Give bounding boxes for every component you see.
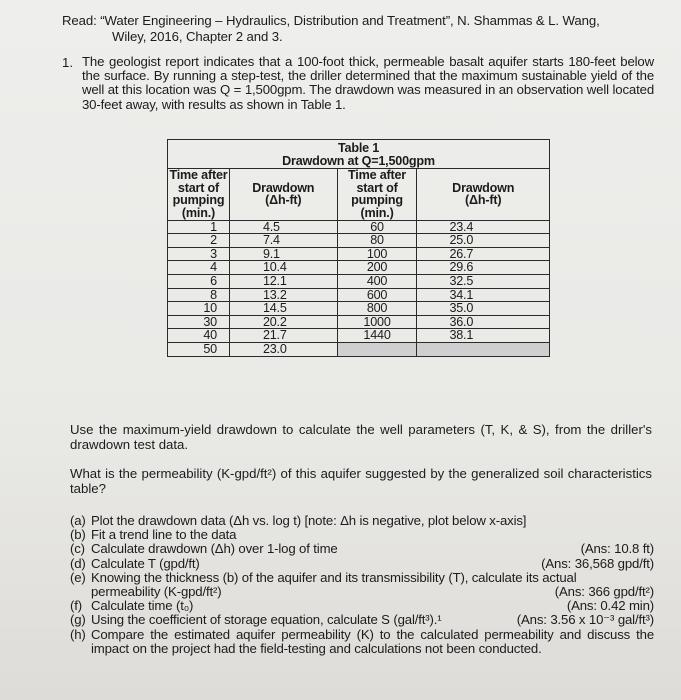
drawdown-cell: 32.5 bbox=[417, 274, 550, 288]
table-row bbox=[168, 302, 550, 316]
time-cell: 4 bbox=[168, 261, 230, 275]
drawdown-cell: 23.4 bbox=[417, 220, 550, 234]
table-row bbox=[168, 315, 550, 329]
time-cell bbox=[337, 342, 417, 356]
time-cell: 1440 bbox=[337, 329, 417, 343]
time-cell: 6 bbox=[168, 274, 230, 288]
part-a: (a) Plot the drawdown data (Δh vs. log t) [note: Δh is negative, plot below x-axis] bbox=[70, 513, 527, 528]
drawdown-cell: 35.0 bbox=[417, 302, 550, 316]
drawdown-cell: 12.1 bbox=[229, 274, 337, 288]
table-row bbox=[168, 329, 550, 343]
time-cell: 800 bbox=[337, 302, 417, 316]
part-b: (b) Fit a trend line to the data bbox=[70, 527, 237, 543]
time-cell: 10 bbox=[168, 302, 230, 316]
instruction-paragraph: Use the maximum-yield drawdown to calculate the well parameters (T, K, & S), from the driller's drawdown test data. bbox=[70, 422, 652, 452]
drawdown-cell: 38.1 bbox=[417, 329, 550, 343]
table-caption bbox=[168, 140, 550, 169]
permeability-question: What is the permeability (K-gpd/ft²) of this aquifer suggested by the generalized soil characteristics table? bbox=[70, 466, 652, 496]
part-d: (d) Calculate T (gpd/ft) (Ans: 36,568 gpd/ft) bbox=[70, 555, 654, 571]
header-drawdown-2: Drawdown (Δh-ft) bbox=[417, 169, 550, 220]
table-row bbox=[168, 247, 550, 261]
time-cell: 1 bbox=[168, 220, 230, 234]
answer-f: (Ans: 0.42 min) bbox=[566, 598, 654, 614]
time-cell: 30 bbox=[168, 315, 230, 329]
drawdown-cell: 26.7 bbox=[417, 247, 550, 261]
drawdown-cell: 10.4 bbox=[229, 261, 337, 275]
time-cell: 200 bbox=[337, 261, 417, 275]
time-cell: 60 bbox=[337, 220, 417, 234]
reference-line-1: Read: “Water Engineering – Hydraulics, Distribution and Treatment”, N. Shammas & L. Wang, bbox=[62, 13, 600, 28]
question-text: The geologist report indicates that a 100-foot thick, permeable basalt aquifer starts 180-feet below the surface. By running a step-test, the driller determined that the maximum sustainable yield of the well at this location was Q = 1,500gpm. The drawdown was measured in an observation well located 30-feet away, with results as shown in Table 1. bbox=[82, 54, 654, 112]
time-cell: 8 bbox=[168, 288, 230, 302]
drawdown-cell: 36.0 bbox=[417, 315, 550, 329]
drawdown-cell: 14.5 bbox=[229, 302, 337, 316]
drawdown-cell: 20.2 bbox=[229, 315, 337, 329]
drawdown-table bbox=[167, 139, 550, 357]
drawdown-cell: 7.4 bbox=[229, 234, 337, 248]
sub-questions bbox=[70, 514, 654, 656]
drawdown-cell: 25.0 bbox=[417, 234, 550, 248]
answer-e: (Ans: 366 gpd/ft²) bbox=[554, 584, 654, 600]
drawdown-cell: 34.1 bbox=[417, 288, 550, 302]
header-drawdown-1: Drawdown (Δh-ft) bbox=[229, 169, 337, 220]
time-cell: 100 bbox=[337, 247, 417, 261]
time-cell: 1000 bbox=[337, 315, 417, 329]
answer-d: (Ans: 36,568 gpd/ft) bbox=[541, 555, 654, 571]
time-cell: 3 bbox=[168, 247, 230, 261]
part-g: (g) Using the coefficient of storage equation, calculate S (gal/ft³).¹ (Ans: 3.56 x 10⁻³ gal/ft³) bbox=[70, 612, 654, 628]
table-body bbox=[168, 220, 550, 356]
header-time-1: Time after start of pumping (min.) bbox=[169, 168, 228, 220]
time-cell: 80 bbox=[337, 234, 417, 248]
drawdown-cell: 4.5 bbox=[229, 220, 337, 234]
header-time-2: Time after start of pumping (min.) bbox=[337, 169, 417, 220]
answer-c: (Ans: 10.8 ft) bbox=[580, 541, 654, 557]
part-f: (f) Calculate time (t₀) (Ans: 0.42 min) bbox=[70, 598, 654, 614]
part-e: (e) Knowing the thickness (b) of the aquifer and its transmissibility (T), calculate its actual permeability (K-gpd/ft²) (Ans: 366 gpd/ft²) bbox=[70, 569, 654, 600]
table-caption-subtitle: Drawdown at Q=1,500gpm bbox=[282, 153, 435, 168]
time-cell: 2 bbox=[168, 234, 230, 248]
time-cell: 400 bbox=[337, 274, 417, 288]
time-cell: 50 bbox=[168, 342, 230, 356]
part-c: (c) Calculate drawdown (Δh) over 1-log of time (Ans: 10.8 ft) bbox=[70, 541, 654, 557]
table-row bbox=[168, 288, 550, 302]
time-cell: 600 bbox=[337, 288, 417, 302]
time-cell: 40 bbox=[168, 329, 230, 343]
table-row bbox=[168, 234, 550, 248]
drawdown-cell bbox=[417, 342, 550, 356]
table-row bbox=[168, 261, 550, 275]
table-row bbox=[168, 274, 550, 288]
drawdown-cell: 21.7 bbox=[229, 329, 337, 343]
table-caption-title: Table 1 bbox=[337, 141, 380, 155]
question-number: 1. bbox=[62, 55, 73, 70]
answer-g: (Ans: 3.56 x 10⁻³ gal/ft³) bbox=[516, 612, 654, 628]
drawdown-cell: 13.2 bbox=[229, 288, 337, 302]
table-row bbox=[168, 220, 550, 234]
drawdown-cell: 23.0 bbox=[229, 342, 337, 356]
reading-reference bbox=[62, 13, 662, 45]
part-h: (h) Compare the estimated aquifer permeability (K) to the calculated permeability and discuss the impact on the project had the field-testing and calculations not been conducted. bbox=[70, 626, 654, 656]
drawdown-cell: 29.6 bbox=[417, 261, 550, 275]
drawdown-cell: 9.1 bbox=[229, 247, 337, 261]
table-row bbox=[168, 342, 550, 356]
reference-line-2: Wiley, 2016, Chapter 2 and 3. bbox=[112, 29, 283, 44]
